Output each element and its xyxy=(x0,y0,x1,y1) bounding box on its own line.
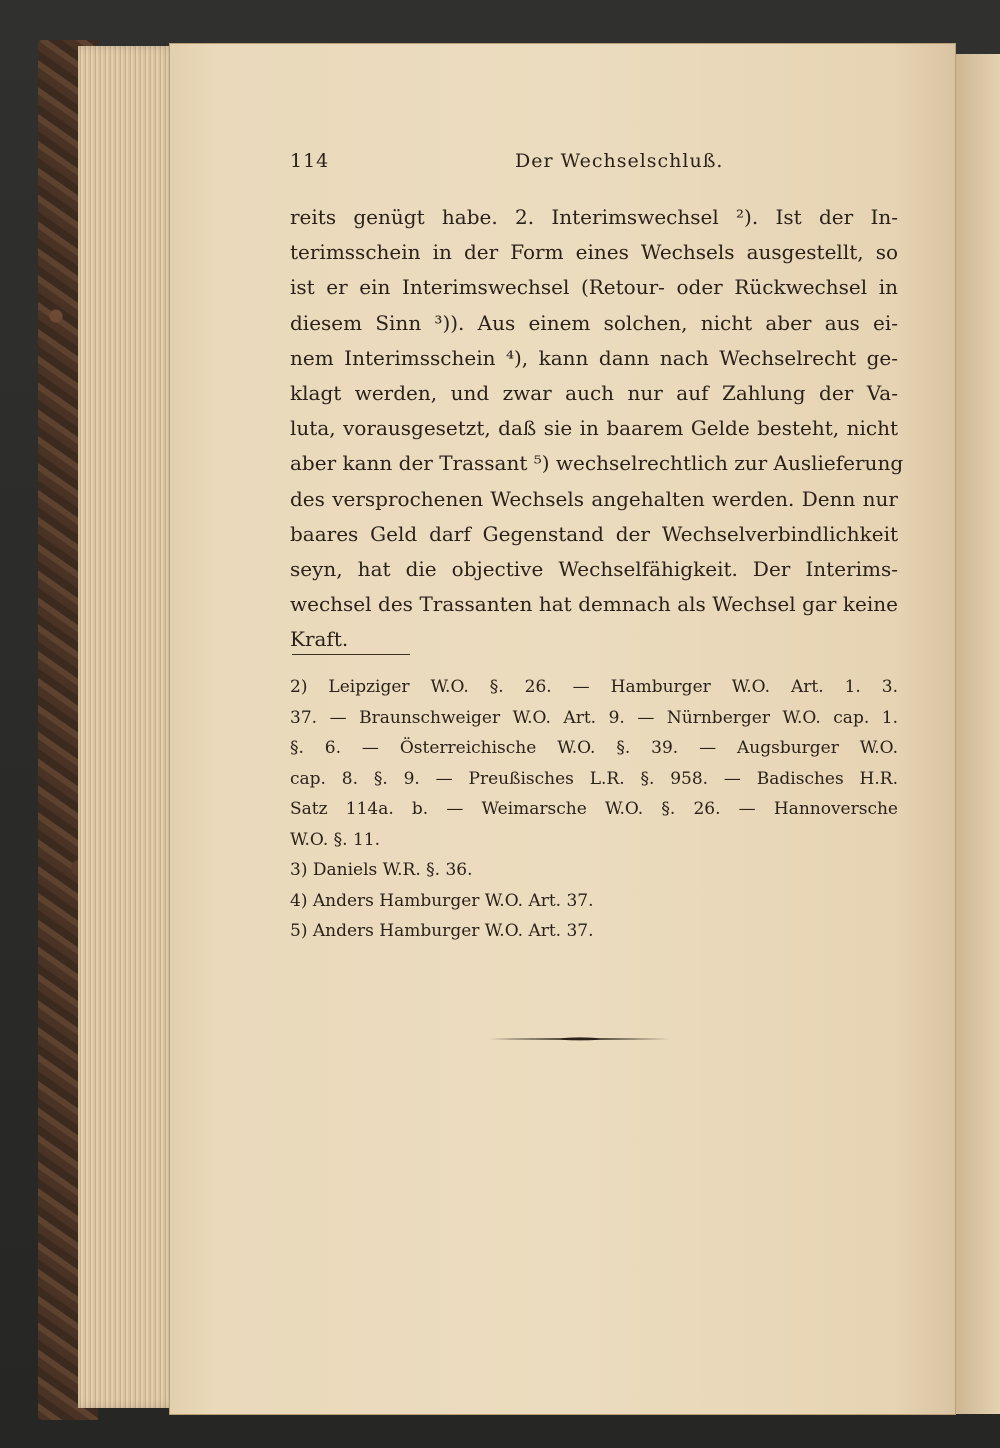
text-line: seyn, hat die objective Wechselfähigkeit. Der Interims- xyxy=(290,556,898,581)
text-line: nem Interimsschein ⁴), kann dann nach Wechselrecht ge- xyxy=(290,345,898,370)
text-line: terimsschein in der Form eines Wechsels ausgestellt, so xyxy=(290,240,898,265)
body-text xyxy=(290,200,904,657)
text-line: reits genügt habe. 2. Interimswechsel ²). Ist der In- xyxy=(290,205,898,229)
footnote-line: 3) Daniels W.R. §. 36. xyxy=(290,860,473,880)
page-block-edges xyxy=(78,46,178,1408)
footnote-rule xyxy=(292,654,410,655)
text-line: diesem Sinn ³)). Aus einem solchen, nicht aber aus ei- xyxy=(290,310,898,335)
text-line: klagt werden, und zwar auch nur auf Zahlung der Va- xyxy=(290,380,898,405)
text-line: luta, vorausgesetzt, daß sie in baarem Gelde besteht, nicht xyxy=(290,416,898,441)
footnote-line: 5) Anders Hamburger W.O. Art. 37. xyxy=(290,921,594,941)
end-ornament-rule xyxy=(490,1036,670,1042)
page-header xyxy=(290,150,900,180)
footnote-line: W.O. §. 11. xyxy=(290,829,380,850)
facing-page-edge xyxy=(955,54,1000,1414)
text-line: ist er ein Interimswechsel (Retour- oder Rückwechsel in xyxy=(290,275,898,300)
footnote-line: 2) Leipziger W.O. §. 26. — Hamburger W.O. Art. 1. 3. xyxy=(290,677,898,697)
text-line: aber kann der Trassant ⁵) wechselrechtlich zur Auslieferung xyxy=(290,451,904,476)
text-line: baares Geld darf Gegenstand der Wechselverbindlichkeit xyxy=(290,521,898,546)
text-line: wechsel des Trassanten hat demnach als Wechsel gar keine xyxy=(290,592,898,617)
page-number: 114 xyxy=(290,150,330,172)
footnotes xyxy=(290,672,898,947)
footnote-line: 4) Anders Hamburger W.O. Art. 37. xyxy=(290,890,594,911)
text-line: des versprochenen Wechsels angehalten werden. Denn nur xyxy=(290,486,898,511)
footnote-line: cap. 8. §. 9. — Preußisches L.R. §. 958. — Badisches H.R. xyxy=(290,768,898,789)
footnote-line: §. 6. — Österreichische W.O. §. 39. — Augsburger W.O. xyxy=(290,738,898,758)
running-title: Der Wechselschluß. xyxy=(515,150,724,172)
footnote-line: Satz 114a. b. — Weimarsche W.O. §. 26. — Hannoversche xyxy=(290,799,898,819)
text-line: Kraft. xyxy=(290,627,349,652)
footnote-line: 37. — Braunschweiger W.O. Art. 9. — Nürnberger W.O. cap. 1. xyxy=(290,707,898,728)
